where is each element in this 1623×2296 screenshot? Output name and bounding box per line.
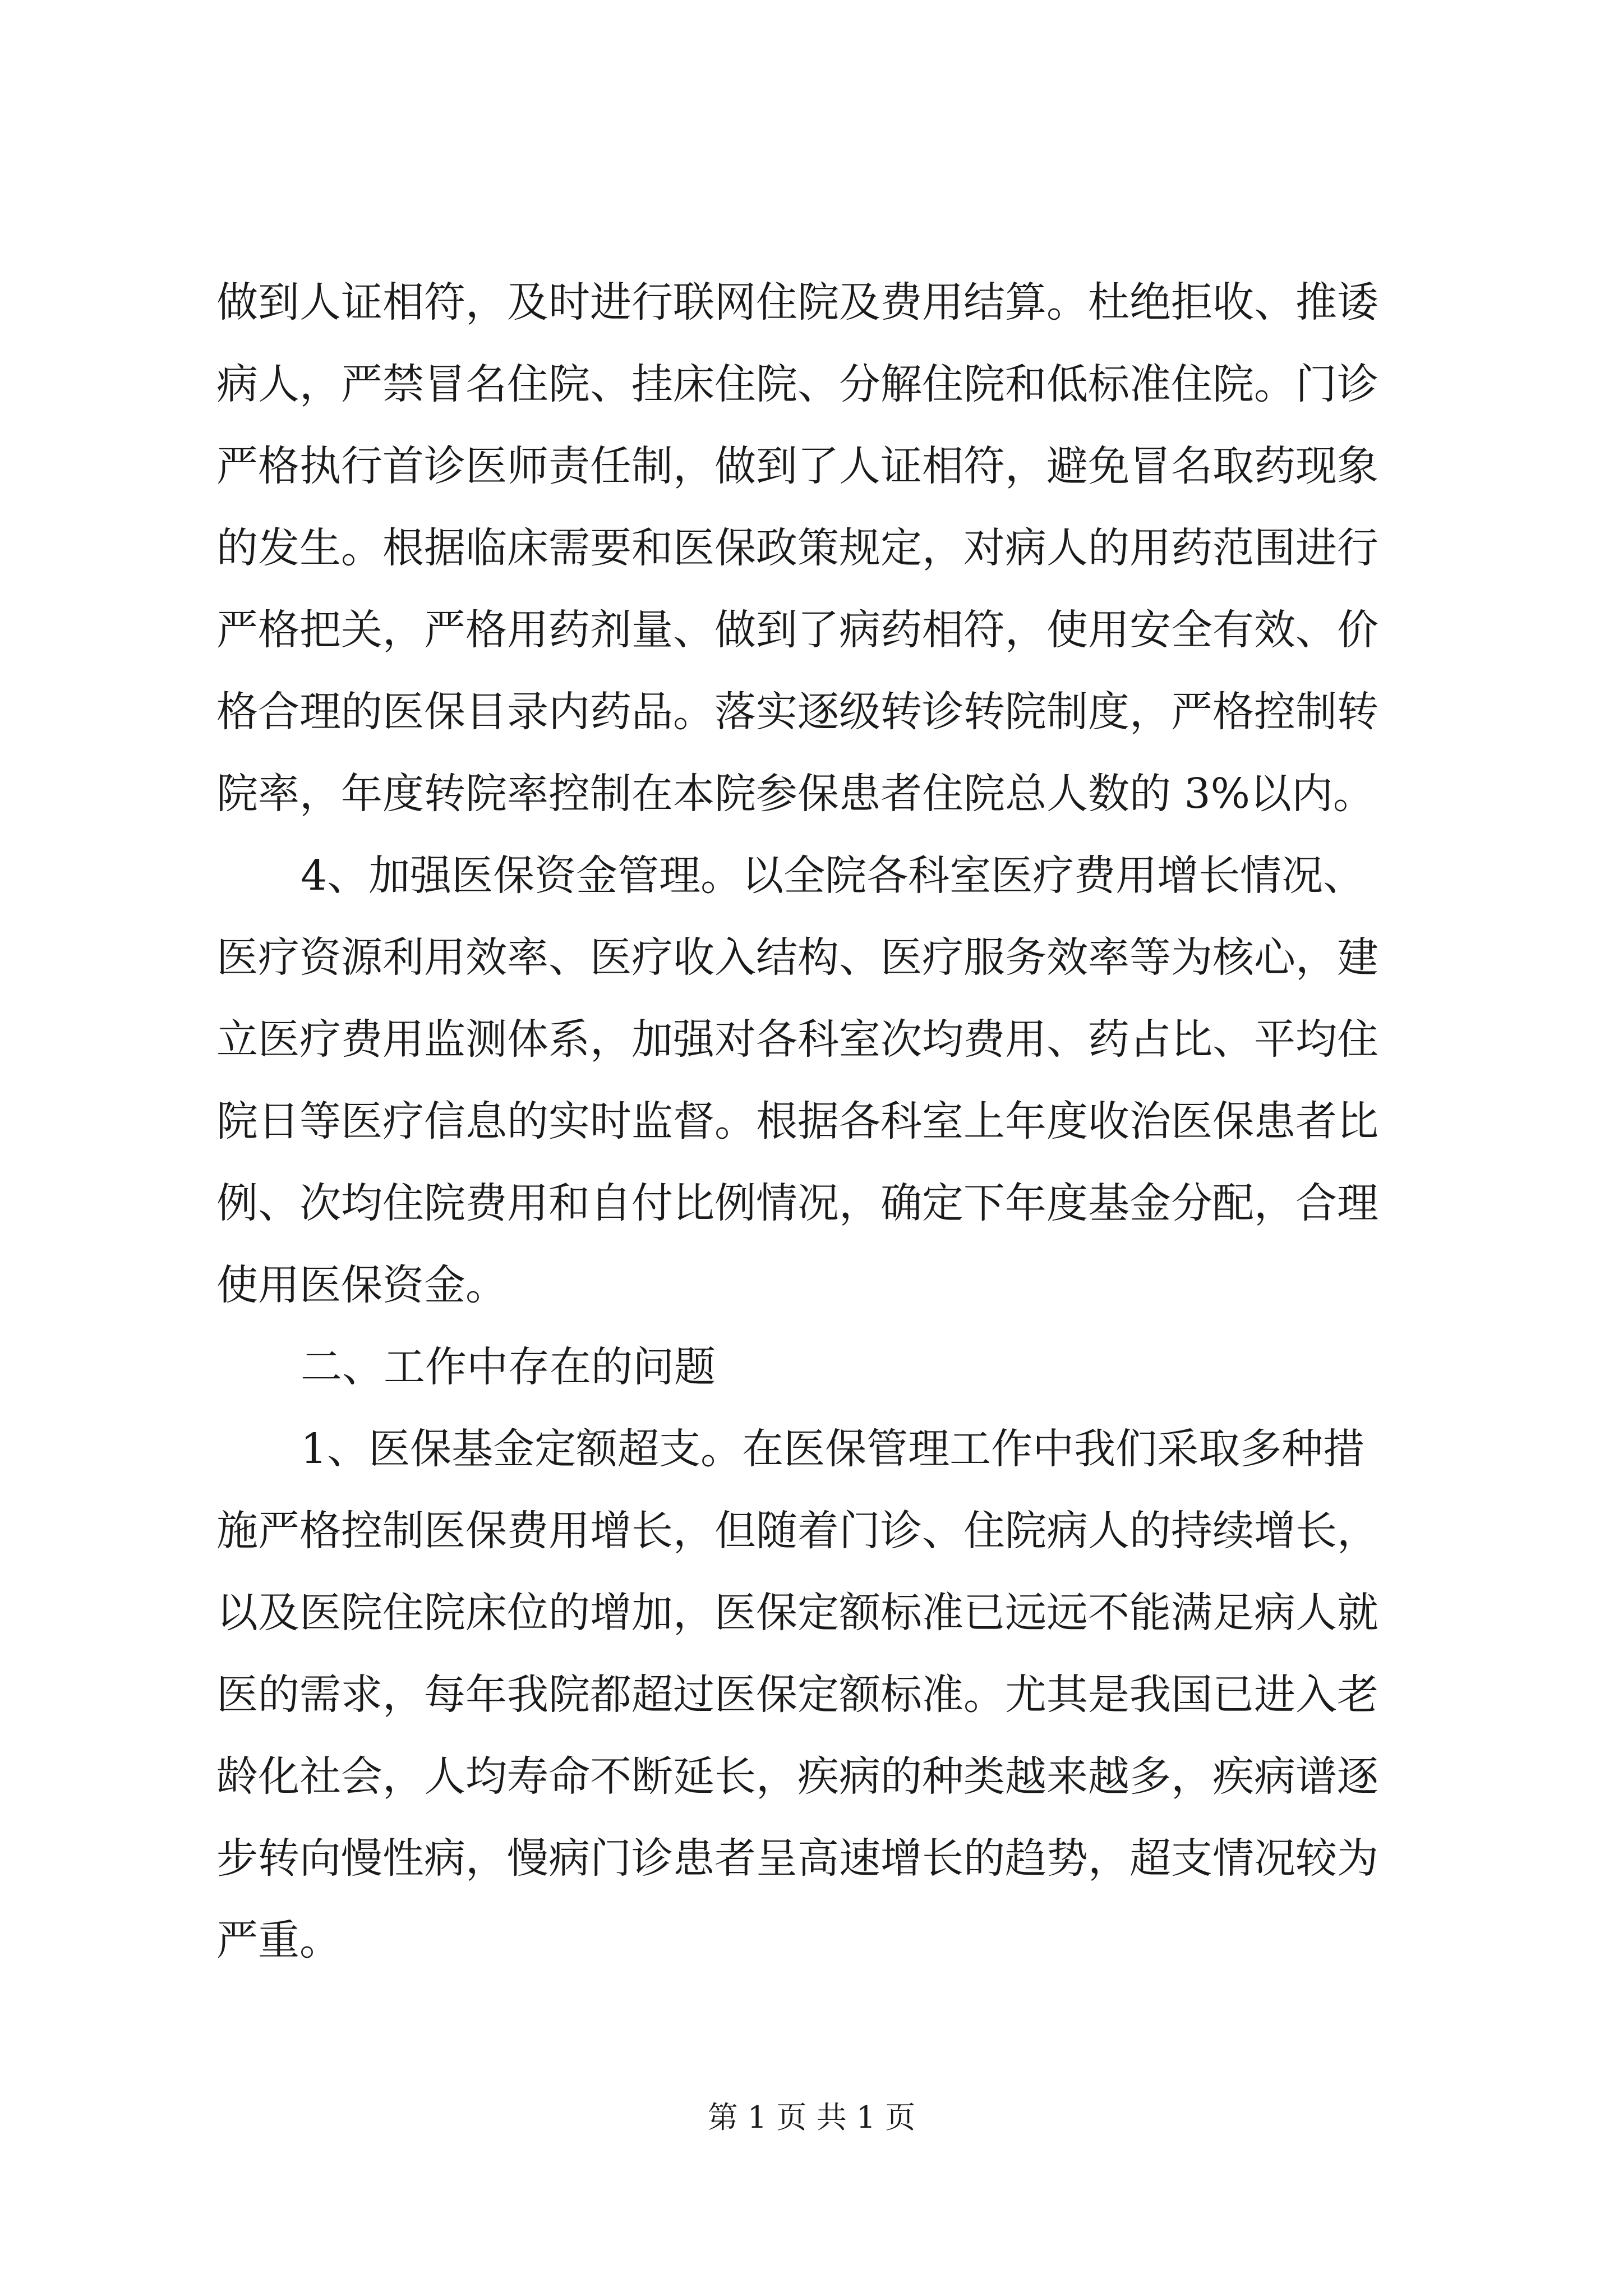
text-line: 院率，年度转院率控制在本院参保患者住院总人数的 3%以内。 [216, 770, 1375, 818]
section-heading: 二、工作中存在的问题 [301, 1343, 716, 1391]
text-line: 的发生。根据临床需要和医保政策规定，对病人的用药范围进行 [216, 524, 1378, 572]
text-line: 做到人证相符，及时进行联网住院及费用结算。杜绝拒收、推诿 [216, 278, 1378, 326]
document-body [216, 261, 1421, 1981]
text-line: 立医疗费用监测体系，加强对各科室次均费用、药占比、平均住 [216, 1015, 1378, 1064]
text-line: 院日等医疗信息的实时监督。根据各科室上年度收治医保患者比 [216, 1097, 1378, 1145]
text-line: 医疗资源利用效率、医疗收入结构、医疗服务效率等为核心，建 [216, 933, 1378, 982]
text-line: 格合理的医保目录内药品。落实逐级转诊转院制度，严格控制转 [216, 688, 1378, 736]
text-line: 例、次均住院费用和自付比例情况，确定下年度基金分配，合理 [216, 1179, 1378, 1227]
text-line: 步转向慢性病，慢病门诊患者呈高速增长的趋势，超支情况较为 [216, 1834, 1378, 1883]
text-line: 严格执行首诊医师责任制，做到了人证相符，避免冒名取药现象 [216, 442, 1378, 490]
page-footer: 第 1 页 共 1 页 [707, 2100, 916, 2135]
text-line: 严格把关，严格用药剂量、做到了病药相符，使用安全有效、价 [216, 606, 1378, 654]
text-line: 龄化社会，人均寿命不断延长，疾病的种类越来越多，疾病谱逐 [216, 1752, 1378, 1801]
section-item-heading: 4、加强医保资金管理。以全院各科室医疗费用增长情况、 [301, 852, 1365, 900]
section-item-heading: 1、医保基金定额超支。在医保管理工作中我们采取多种措 [301, 1425, 1365, 1473]
text-line: 医的需求，每年我院都超过医保定额标准。尤其是我国已进入老 [216, 1671, 1378, 1719]
text-line: 施严格控制医保费用增长，但随着门诊、住院病人的持续增长， [216, 1507, 1378, 1555]
text-line: 严重。 [216, 1916, 341, 1964]
text-line: 病人，严禁冒名住院、挂床住院、分解住院和低标准住院。门诊 [216, 360, 1378, 408]
text-line: 以及医院住院床位的增加，医保定额标准已远远不能满足病人就 [216, 1589, 1378, 1637]
text-line: 使用医保资金。 [216, 1261, 507, 1309]
